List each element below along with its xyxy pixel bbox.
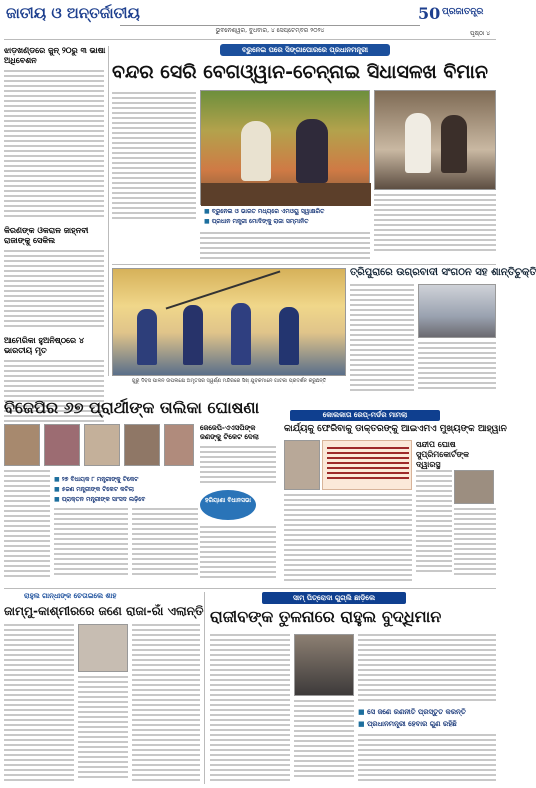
newspaper-logo	[418, 4, 492, 24]
lead-bullet-2-text: ପ୍ରଧାନ ମନ୍ତ୍ରୀ ମୋଦିଙ୍କୁ ରାଜା ସମ୍ମାନିତ	[211, 218, 309, 225]
candidate-photo-2	[44, 424, 80, 466]
sword	[166, 271, 281, 310]
figure-left	[241, 121, 271, 181]
sandip-ghosh-headline: ସନ୍ଦୀପ ଘୋଷ ସୁପ୍ରିମକୋର୍ଟଙ୍କ ଦ୍ୱାରସ୍ଥ	[416, 440, 470, 469]
story2-title: କିରଣଙ୍କ ଓକରାଳ ଜାହ୍ନବୀ ରାଜାଙ୍କୁ ସେକିଲ	[4, 226, 89, 245]
bjp-bullet-1: ■ ୨୭ ବିଧାୟକ ୮ ମନ୍ତ୍ରୀଙ୍କୁ ଟିକେଟ	[54, 476, 139, 483]
story3-title: ଆମେରିକା ହୁଅନିଷ୍ଠରେ ୪ ଭାରତୀୟ ମୃତ	[4, 336, 85, 355]
bottom-divider	[4, 588, 496, 589]
story1-title: ଝାଡ଼ଖଣ୍ଡରେ ଜୁନ୍‌ ୨୦ରୁ ୩ ଭାଷା ଅଧିବେଶନ	[4, 46, 106, 65]
column-divider	[108, 46, 109, 376]
sam-bullet-1: ■ ସେ ଜଣେ ରଣନୀତି ପ୍ରସ୍ତୁତ କରନ୍ତି	[358, 708, 466, 716]
figure-a	[405, 113, 431, 173]
logo-name: ପ୍ରଜାତନ୍ତ୍ର	[442, 7, 484, 17]
lead-photo-2	[374, 90, 496, 190]
sikh-figure-4	[279, 307, 299, 365]
bjp-side-box	[200, 424, 276, 442]
bjp-bullet-2: ■ ୫ଜଣ ମନ୍ତ୍ରୀଙ୍କ ଟିକେଟ କଟିଲା	[54, 486, 135, 493]
kolkata-headline: କାର୍ଯ୍ୟକୁ ଫେରିବାକୁ ଡାକ୍ତରଙ୍କୁ ଆଇଏମଏ ମୁଖ୍ୟଙ୍କ ଆହ୍ୱାନ	[284, 424, 507, 434]
candidate-photo-5	[164, 424, 194, 466]
candidate-photo-3	[84, 424, 120, 466]
sam-kicker-pill: ସାମ୍‌ ପିତ୍ରୋଦା ଗୁଗ୍‌ଲି ଛାଡ଼ିଲେ	[262, 592, 406, 604]
sam-headline: ରାଜୀବଙ୍କ ତୁଳନାରେ ରାହୁଲ ବୁଦ୍ଧିମାନ	[210, 607, 442, 626]
figure-right	[296, 119, 328, 183]
sam-bullet-1-text: ସେ ଜଣେ ରଣନୀତି ପ୍ରସ୍ତୁତ କରନ୍ତି	[367, 708, 466, 716]
dateline: ଭୁବନେଶ୍ୱର, ବୁଧବାର, ୪ ସେପ୍ଟେମ୍ବର ୨୦୨୪	[120, 25, 420, 35]
sikh-figure-2	[183, 305, 203, 365]
lead-headline: ବନ୍ଦର ସେରି ବେଗଓ୍ୱାନ-ଚେନ୍ନାଇ ସିଧାସଳଖ ବିମାନ	[112, 61, 488, 83]
bjp-side-title: ଜେଜେପି-ଏଏସପିଙ୍କ ଜଣଙ୍କୁ ଟିକେଟ ଦେଲା	[200, 424, 259, 441]
tripura-photo	[418, 284, 496, 338]
page-number: ପୃଷ୍ଠା ୪	[470, 30, 491, 37]
lead-kicker-pill: ବ୍ରୁନେଇ ପରେ ସିଙ୍ଗାପୋରରେ ପ୍ରଧାନମନ୍ତ୍ରୀ	[220, 44, 390, 56]
floor-band	[201, 183, 371, 206]
bjp-bullet-3: ■ ପ୍ରାକ୍ତନ ମନ୍ତ୍ରୀଙ୍କ ସାଂସଦ ଲଢ଼ିବେ	[54, 496, 146, 503]
ima-chief-photo	[284, 440, 320, 490]
photo-caption: ଗୁରୁ ଦିବସ ପାଳନ ଉପଲକ୍ଷେ ଅମୃତସର ସ୍ୱର୍ଣ୍ଣ ମନ୍ଦିରରେ ସିଖ୍ ଯୁବକମାନେ ଗାଟକା ପ୍ରଦର୍ଶନ କରୁଛନ୍ତି	[131, 378, 327, 384]
rahul-photo	[78, 624, 128, 672]
lead-bullet-1-text: ବ୍ରୁନେଇ ଓ ଭାରତ ମଧ୍ୟରେ ଏମଓୟୁ ସ୍ୱାକ୍ଷରିତ	[211, 208, 325, 215]
sandip-ghosh-photo	[454, 470, 494, 504]
figure-b	[441, 115, 467, 173]
sam-bullet-2-text: ପ୍ରଧାନମନ୍ତ୍ରୀ ହେବାର ଗୁଣ ରହିଛି	[367, 720, 457, 728]
bjp-bullet-2-text: ୫ଜଣ ମନ୍ତ୍ରୀଙ୍କ ଟିକେଟ କଟିଲା	[61, 486, 135, 493]
bjp-candidate-photos	[4, 424, 194, 466]
kolkata-kicker-pill: କୋଲକାତା ରେପ୍‌-ମର୍ଡର ମାମଲା	[290, 410, 440, 421]
gatka-photo	[112, 268, 346, 376]
bjp-bullet-3-text: ପ୍ରାକ୍ତନ ମନ୍ତ୍ରୀଙ୍କ ସାଂସଦ ଲଢ଼ିବେ	[61, 496, 146, 503]
header-divider	[4, 39, 496, 40]
bjp-headline: ବିଜେପିର ୬୭ ପ୍ରାର୍ଥୀଙ୍କ ତାଲିକା ଘୋଷଣା	[4, 398, 260, 417]
lead-bullet-1: ■ ବ୍ରୁନେଇ ଓ ଭାରତ ମଧ୍ୟରେ ଏମଓୟୁ ସ୍ୱାକ୍ଷରିତ	[204, 208, 325, 215]
haryana-election-tag: ହରିୟାଣା ବିଧାନସଭା	[200, 490, 256, 520]
masthead	[0, 0, 500, 40]
quote-box	[322, 440, 412, 490]
sam-bullet-2: ■ ପ୍ରଧାନମନ୍ତ୍ରୀ ହେବାର ଗୁଣ ରହିଛି	[358, 720, 457, 728]
anniversary-number: 50	[418, 4, 441, 23]
lead-bullet-2: ■ ପ୍ରଧାନ ମନ୍ତ୍ରୀ ମୋଦିଙ୍କୁ ରାଜା ସମ୍ମାନିତ	[204, 218, 309, 225]
section-title: ଜାତୀୟ ଓ ଅନ୍ତର୍ଜାତୀୟ	[6, 4, 140, 22]
rahul-headline: ଜାମ୍ମୁ-କାଶ୍ମୀରରେ ଜଣେ ରାଜା-ରାଁ ଏଲାନ୍ତି	[4, 604, 204, 618]
sikh-figure-3	[231, 303, 251, 365]
lead-divider	[112, 264, 496, 265]
sikh-figure-1	[137, 309, 157, 365]
sam-pitroda-photo	[294, 634, 354, 696]
candidate-photo-4	[124, 424, 160, 466]
rahul-kicker: ରାହୁଲ ଗାନ୍ଧୀଙ୍କ ଚେତାଇଲେ ଶାହ	[24, 592, 117, 600]
bottom-column-divider	[204, 592, 205, 784]
left-column	[4, 46, 106, 426]
lead-photo-modi-sultan	[200, 90, 370, 205]
bjp-bullet-1-text: ୨୭ ବିଧାୟକ ୮ ମନ୍ତ୍ରୀଙ୍କୁ ଟିକେଟ	[61, 476, 139, 483]
candidate-photo-1	[4, 424, 40, 466]
tripura-headline: ତ୍ରିପୁରାରେ ଉଗ୍ରବାଦୀ ସଂଗଠନ ସହ ଶାନ୍ତିଚୁକ୍ତି	[350, 267, 536, 278]
